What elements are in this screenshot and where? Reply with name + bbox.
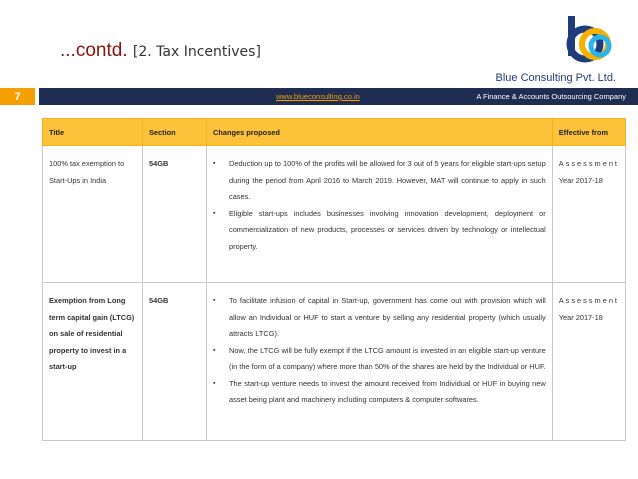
col-header-title: Title	[43, 119, 143, 146]
tax-incentives-table	[42, 118, 626, 441]
slide-number: 7	[0, 88, 35, 105]
row-title: Exemption from Long term capital gain (LTCG) on sale of residential property to invest in a start-up	[43, 283, 143, 441]
list-item: ▪ Eligible start-ups includes businesses involving innovation development, deployment or commercialization of new products, processes or services driven by technology or intellectual property.	[213, 206, 546, 256]
row-changes	[207, 146, 553, 283]
row-section: 54GB	[143, 283, 207, 441]
list-item: ▪ The start-up venture needs to invest the amount received from Individual or HUF in buying new asset being plant and machinery including computers & computer softwares.	[213, 376, 546, 409]
effective-label: Assessment	[558, 296, 619, 305]
company-tagline: A Finance & Accounts Outsourcing Company	[476, 92, 626, 101]
company-name: Blue Consulting Pvt. Ltd.	[495, 72, 616, 84]
list-item: ▪ To facilitate infusion of capital in Start-up, government has come out with provision which will allow an Individual or HUF to start a venture by selling any residential property (which usually attracts LTCG).	[213, 293, 546, 343]
table-row	[43, 146, 626, 283]
list-item: ▪ Deduction up to 100% of the profits will be allowed for 3 out of 5 years for eligible start-ups setup during the period from April 2016 to March 2019. However, MAT will continue to apply in such cases.	[213, 156, 546, 206]
effective-year: Year 2017-18	[558, 312, 603, 322]
col-header-section: Section	[143, 119, 207, 146]
row-changes	[207, 283, 553, 441]
slide-title	[60, 40, 261, 62]
header-bar	[0, 88, 638, 105]
effective-year: Year 2017-18	[558, 175, 603, 185]
blue-consulting-bc-logo-icon	[563, 14, 615, 70]
col-header-changes: Changes proposed	[207, 119, 553, 146]
website-link[interactable]: www.blueconsulting.co.in	[276, 92, 360, 101]
header-band	[39, 88, 638, 105]
row-effective	[552, 283, 625, 441]
list-item: ▪ Now, the LTCG will be fully exempt if the LTCG amount is invested in an eligible start-up venture (in the form of a company) where more than 50% of the shares are held by the Individual or HUF.	[213, 343, 546, 376]
row-effective	[552, 146, 625, 283]
row-section: 54GB	[143, 146, 207, 283]
slide-title-sub: [2. Tax Incentives]	[132, 44, 261, 60]
row-title: 100% tax exemption to Start-Ups in India	[43, 146, 143, 283]
table-row	[43, 283, 626, 441]
slide-title-main: ...contd.	[60, 40, 128, 61]
effective-label: Assessment	[558, 159, 619, 168]
table-header-row	[43, 119, 626, 146]
col-header-effective: Effective from	[552, 119, 625, 146]
